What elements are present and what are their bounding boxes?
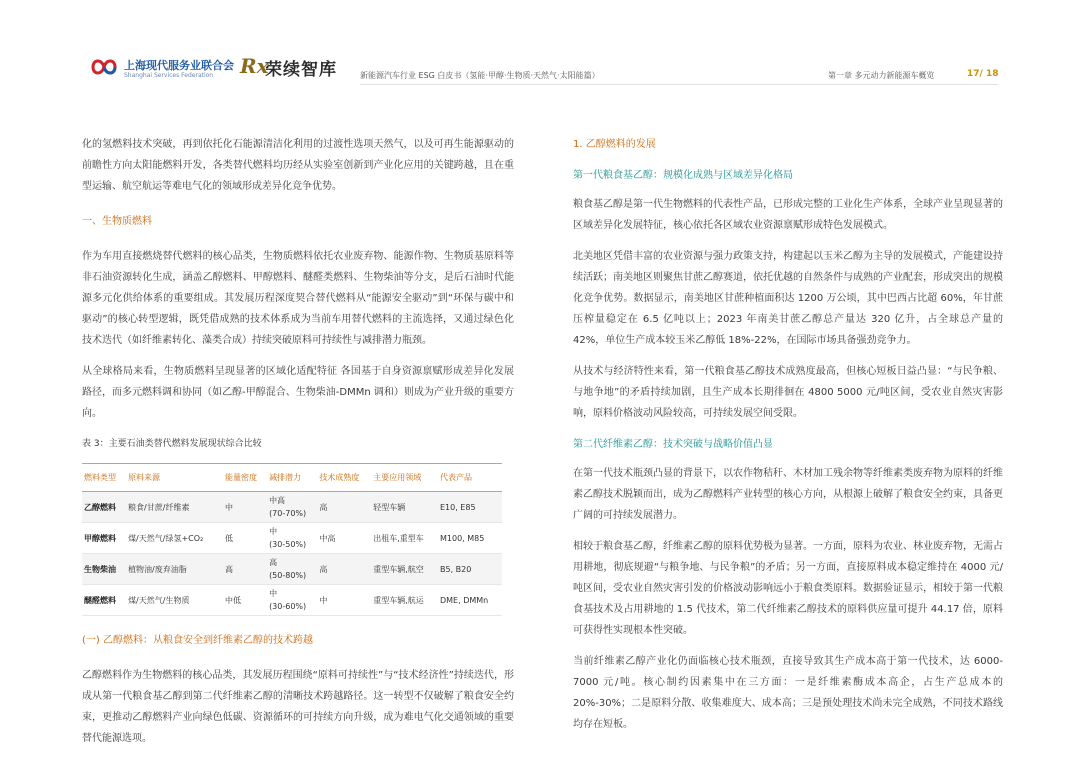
page-header bbox=[0, 0, 1080, 100]
table-cell: 高 bbox=[317, 492, 371, 523]
table-cell: 重型车辆,航空 bbox=[371, 554, 438, 585]
table-cell: 中 (30-50%) bbox=[267, 523, 317, 554]
table-cell: 中低 bbox=[223, 585, 267, 616]
table-header: 代表产品 bbox=[438, 464, 502, 492]
subsection-title: (一) 乙醇燃料：从粮食安全到纤维素乙醇的技术跨越 bbox=[82, 635, 313, 646]
table-cell: 醚醛燃料 bbox=[82, 585, 126, 616]
table-cell: 煤/天然气/生物质 bbox=[126, 585, 223, 616]
table-header: 燃料类型 bbox=[82, 464, 126, 492]
table-cell: 中 bbox=[223, 492, 267, 523]
paragraph: 粮食基乙醇是第一代生物燃料的代表性产品，已形成完整的工业化生产体系，全球产业呈现显著的区域差异化发展特征，核心依托各区域农业资源禀赋形成特色发展模式。 bbox=[573, 199, 1003, 231]
section-title: 1. 乙醇燃料的发展 bbox=[573, 139, 656, 150]
left-column bbox=[82, 134, 514, 759]
table-cell: 中 bbox=[317, 585, 371, 616]
table-cell: 中高 (70-70%) bbox=[267, 492, 317, 523]
header-divider bbox=[360, 84, 998, 85]
paragraph: 作为车用直接燃烧替代燃料的核心品类，生物质燃料依托农业废弃物、能源作物、生物质基原料等非石油资源转化生成，涵盖乙醇燃料、甲醇燃料、醚醛类燃料、生物柴油等分支，是后石油时代能源多元化供给体系的重要组成。其发展历程深度契合替代燃料从“能源安全驱动”到“环保与碳中和驱动”的核心转型逻辑，既凭借成熟的技术体系成为当前车用替代燃料的主流选择，又通过绿色化技术迭代（如纤维素转化、藻类合成）持续突破原料可持续性与减排潜力瓶颈。 bbox=[82, 251, 514, 346]
table-header: 原料来源 bbox=[126, 464, 223, 492]
table-header: 技术成熟度 bbox=[317, 464, 371, 492]
org1-name: 上海现代服务业联合会 bbox=[124, 59, 234, 72]
paragraph: 乙醇燃料作为生物燃料的核心品类，其发展历程围绕“原料可持续性”与“技术经济性”持续迭代，形成从第一代粮食基乙醇到第二代纤维素乙醇的清晰技术跨越路径。这一转型不仅破解了粮食安全约束，更推动乙醇燃料产业向绿色低碳、资源循环的可持续方向升级，成为难电气化交通领域的重要替代能源选项。 bbox=[82, 670, 514, 744]
section-title: 一、生物质燃料 bbox=[82, 216, 152, 227]
paragraph: 在第一代技术瓶颈凸显的背景下，以农作物秸秆、木材加工残余物等纤维素类废弃物为原料的纤维素乙醇技术脱颖而出，成为乙醇燃料产业转型的核心方向，从根源上破解了粮食安全约束，具备更广阔的可持续发展潜力。 bbox=[573, 468, 1003, 521]
table-cell: 甲醇燃料 bbox=[82, 523, 126, 554]
right-column bbox=[573, 134, 1003, 745]
org1-name-en: Shanghai Services Federation bbox=[124, 72, 214, 79]
table-header-row bbox=[82, 464, 502, 492]
paragraph: 相较于粮食基乙醇，纤维素乙醇的原料优势极为显著。一方面，原料为农业、林业废弃物，无需占用耕地，彻底规避“与粮争地、与民争粮”的矛盾；另一方面，直接原料成本稳定维持在 4000 元/吨区间，受农业自然灾害引发的价格波动影响远小于粮食类原料。数据验证显示，相较于第一代粮食基技术及占用耕地的 1.5 代技术，第二代纤维素乙醇技术的原料供应量可提升 44.17 倍，原料可获得性实现根本性突破。 bbox=[573, 541, 1003, 636]
rongxu-logo-icon: Rx bbox=[240, 54, 269, 78]
table-row bbox=[82, 585, 502, 616]
paragraph: 北美地区凭借丰富的农业资源与强力政策支持，构建起以玉米乙醇为主导的发展模式，产能建设持续活跃；南美地区则聚焦甘蔗乙醇赛道，依托优越的自然条件与成熟的产业配套，形成突出的规模化竞争优势。数据显示，南美地区甘蔗种植面积达 1200 万公顷，其中巴西占比超 60%，年甘蔗压榨量稳定在 6.5 亿吨以上；2023 年南美甘蔗乙醇总产量达 320 亿升，占全球总产量的 42%，单位生产成本较玉米乙醇低 18%-22%，在国际市场具备强劲竞争力。 bbox=[573, 251, 1003, 346]
table-cell: 中 (30-60%) bbox=[267, 585, 317, 616]
table-cell: DME, DMMn bbox=[438, 585, 502, 616]
table-cell: 出租车,重型车 bbox=[371, 523, 438, 554]
table-cell: 轻型车辆 bbox=[371, 492, 438, 523]
page-number: 17/ 18 bbox=[967, 69, 999, 79]
table-cell: 高 bbox=[317, 554, 371, 585]
paragraph: 从技术与经济特性来看，第一代粮食基乙醇技术成熟度最高，但核心短板日益凸显：“与民争粮、与地争地”的矛盾持续加剧，且生产成本长期徘徊在 4800 5000 元/吨区间，受农业自然灾害影响，原料价格波动风险较高，可持续发展空间受限。 bbox=[573, 366, 1003, 419]
table-row bbox=[82, 554, 502, 585]
table-cell: 高 bbox=[223, 554, 267, 585]
table-header: 减排潜力 bbox=[267, 464, 317, 492]
org2-name: 荣续智库 bbox=[265, 60, 337, 80]
table-header: 能量密度 bbox=[223, 464, 267, 492]
table-cell: 高 (50-80%) bbox=[267, 554, 317, 585]
table-cell: 粮食/甘蔗/纤维素 bbox=[126, 492, 223, 523]
table-cell: 重型车辆,航运 bbox=[371, 585, 438, 616]
table-cell: 中高 bbox=[317, 523, 371, 554]
paragraph: 当前纤维素乙醇产业化仍面临核心技术瓶颈，直接导致其生产成本高于第一代技术，达 6000-7000 元/吨。核心制约因素集中在三方面：一是纤维素酶成本高企，占生产总成本的 20%-30%；二是原料分散、收集难度大、成本高；三是预处理技术尚未完全成熟，不同技术路线均存在短板。 bbox=[573, 656, 1003, 730]
table-row bbox=[82, 492, 502, 523]
paragraph: 化的氢燃料技术突破，再到依托化石能源清洁化利用的过渡性选项天然气，以及可再生能源驱动的前瞻性方向太阳能燃料开发，各类替代燃料均历经从实验室创新到产业化应用的关键跨越，且在重型运输、航空航运等难电气化的领域形成差异化竞争优势。 bbox=[82, 139, 514, 192]
table-cell: 生物柴油 bbox=[82, 554, 126, 585]
table-cell: M100, M85 bbox=[438, 523, 502, 554]
subsection-title: 第二代纤维素乙醇：技术突破与战略价值凸显 bbox=[573, 439, 773, 450]
table-cell: B5, B20 bbox=[438, 554, 502, 585]
fuel-comparison-table bbox=[82, 463, 502, 616]
table-row bbox=[82, 523, 502, 554]
table-cell: 煤/天然气/绿氢+CO₂ bbox=[126, 523, 223, 554]
subsection-title: 第一代粮食基乙醇：规模化成熟与区域差异化格局 bbox=[573, 170, 793, 181]
table-caption: 表 3：主要石油类替代燃料发展现状综合比较 bbox=[82, 439, 262, 449]
document-title: 新能源汽车行业 ESG 白皮书（氢能·甲醇·生物质·天然气·太阳能篇） bbox=[360, 71, 600, 80]
chapter-title: 第一章 多元动力新能源车概览 bbox=[828, 71, 935, 80]
table-cell: 乙醇燃料 bbox=[82, 492, 126, 523]
paragraph: 从全球格局来看，生物质燃料呈现显著的区域化适配特征 各国基于自身资源禀赋形成差异化发展路径，而多元燃料调和协同（如乙醇-甲醇混合、生物柴油-DMMn 调和）则成为产业升级的重要方向。 bbox=[82, 366, 514, 419]
table-body bbox=[82, 492, 502, 616]
table-cell: 低 bbox=[223, 523, 267, 554]
table-cell: 植物油/废弃油脂 bbox=[126, 554, 223, 585]
table-header: 主要应用领域 bbox=[371, 464, 438, 492]
table-cell: E10, E85 bbox=[438, 492, 502, 523]
ssf-logo-icon bbox=[90, 56, 118, 78]
